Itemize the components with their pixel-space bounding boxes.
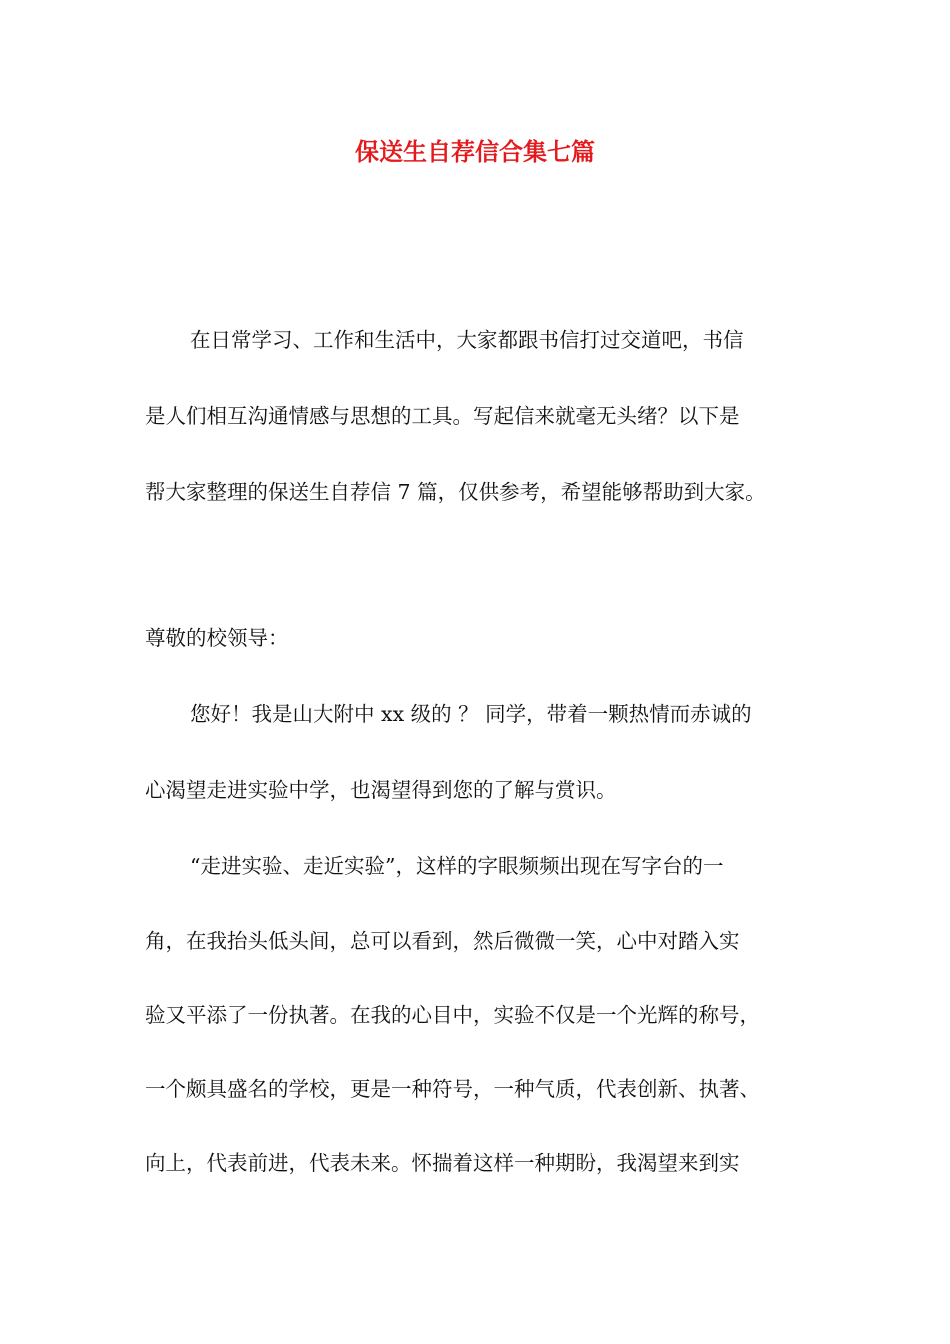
document-title: 保送生自荐信合集七篇: [355, 138, 595, 166]
paragraph-line: 验又平添了一份执著。在我的心目中，实验不仅是一个光辉的称号，: [145, 1003, 760, 1027]
paragraph-line: 帮大家整理的保送生自荐信 7 篇，仅供参考，希望能够帮助到大家。: [145, 480, 766, 504]
paragraph-line: 角，在我抬头低头间，总可以看到，然后微微一笑，心中对踏入实: [145, 929, 740, 953]
paragraph-line: 一个颇具盛名的学校，更是一种符号，一种气质，代表创新、执著、: [145, 1077, 760, 1101]
paragraph-line: “走进实验、走近实验”，这样的字眼频频出现在写字台的一: [190, 854, 724, 878]
paragraph-line: 在日常学习、工作和生活中，大家都跟书信打过交道吧，书信: [190, 328, 744, 352]
paragraph-line: 是人们相互沟通情感与思想的工具。写起信来就毫无头绪？以下是: [145, 404, 740, 428]
paragraph-line: 心渴望走进实验中学，也渴望得到您的了解与赏识。: [145, 778, 617, 802]
paragraph-line: 您好！我是山大附中 xx 级的 ？ 同学，带着一颗热情而赤诚的: [190, 702, 752, 726]
salutation-line: 尊敬的校领导：: [145, 626, 289, 650]
paragraph-line: 向上，代表前进，代表未来。怀揣着这样一种期盼，我渴望来到实: [145, 1151, 740, 1175]
